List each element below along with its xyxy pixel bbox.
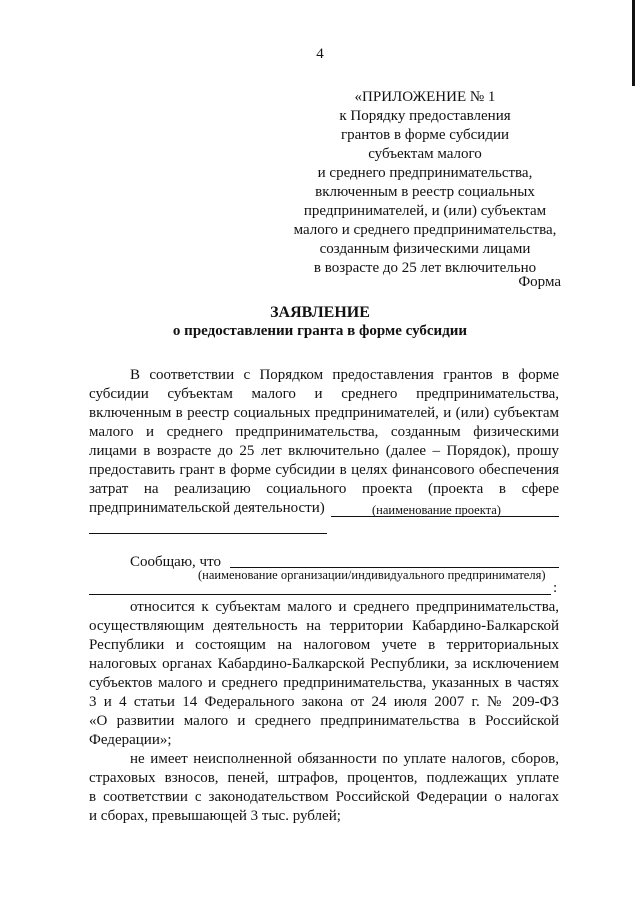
appendix-line: включенным в реестр социальных [315, 184, 535, 200]
paragraph-line: «О развитии малого и среднего предпринимательства в Российской [89, 713, 559, 729]
form-label: Форма [518, 274, 561, 290]
paragraph-line: субъектов малого и среднего предпринимательства, указанных в частях [89, 675, 559, 691]
paragraph-line: малого и среднего предпринимательства, созданным физическими [89, 424, 559, 440]
page-number: 4 [316, 46, 324, 62]
paragraph-line: в соответствии с законодательством Российской Федерации о налогах [89, 789, 559, 805]
paragraph-line: не имеет неисполненной обязанности по уплате налогов, сборов, [130, 751, 559, 767]
appendix-line: субъектам малого [368, 146, 482, 162]
paragraph-line: осуществляющим деятельность на территории Кабардино-Балкарской [89, 618, 559, 634]
paragraph-line: Федерации»; [89, 732, 172, 748]
organization-name-field-continued[interactable] [89, 582, 551, 595]
paragraph-line: затрат на реализацию социального проекта (проекта в сфере [89, 481, 559, 497]
scan-edge-mark [632, 0, 635, 86]
appendix-line: «ПРИЛОЖЕНИЕ № 1 [354, 89, 496, 105]
appendix-line: предпринимателей, и (или) субъектам [303, 203, 547, 219]
appendix-line: грантов в форме субсидии [340, 127, 510, 143]
paragraph-line: субсидии субъектам малого и среднего предпринимательства, [89, 386, 559, 402]
appendix-line: в возрасте до 25 лет включительно [313, 260, 537, 276]
paragraph-line: и сборах, превышающей 3 тыс. рублей; [89, 808, 341, 824]
paragraph-line: Республики и состоящим на налоговом учете в территориальных [89, 637, 559, 653]
paragraph-line: включенным в реестр социальных предпринимателей, и (или) субъектам [89, 405, 559, 421]
organization-caption: (наименование организации/индивидуального предпринимателя) [198, 568, 546, 582]
appendix-header [280, 88, 570, 278]
colon-mark: : [553, 580, 558, 596]
project-name-field-continued[interactable] [89, 516, 327, 534]
appendix-line: и среднего предпринимательства, [317, 165, 533, 181]
paragraph-line: страховых взносов, пеней, штрафов, процентов, подлежащих уплате [89, 770, 559, 786]
document-title: ЗАЯВЛЕНИЕ [270, 304, 370, 321]
paragraph-line: относится к субъектам малого и среднего предпринимательства, [130, 599, 559, 615]
appendix-line: малого и среднего предпринимательства, [293, 222, 557, 238]
paragraph-line: предоставить грант в форме субсидии в целях финансового обеспечения [89, 462, 559, 478]
paragraph-line: лицами в возрасте до 25 лет включительно (далее – Порядок), прошу [89, 443, 559, 459]
paragraph-line: 3 и 4 статьи 14 Федерального закона от 24 июля 2007 г. № 209-ФЗ [89, 694, 559, 710]
appendix-line: созданным физическими лицами [319, 241, 531, 257]
appendix-line: к Порядку предоставления [339, 108, 511, 124]
organization-name-field[interactable] [230, 553, 559, 568]
paragraph-line: предпринимательской деятельности) [89, 500, 325, 516]
document-subtitle: о предоставлении гранта в форме субсидии [172, 323, 468, 339]
project-caption: (наименование проекта) [372, 503, 501, 517]
inform-label: Сообщаю, что [130, 554, 221, 570]
paragraph-line: налоговых органах Кабардино-Балкарской Республики, за исключением [89, 656, 559, 672]
paragraph-line: В соответствии с Порядком предоставления грантов в форме [130, 367, 559, 383]
